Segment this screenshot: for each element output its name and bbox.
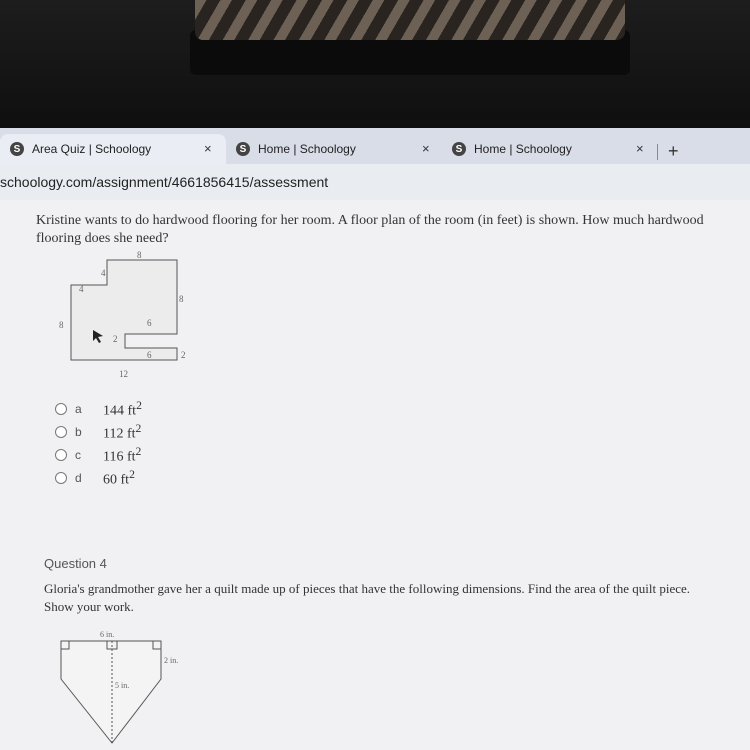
label-notch-left: 4: [79, 284, 84, 294]
option-c[interactable]: [55, 444, 141, 466]
question-4-line-1: Gloria's grandmother gave her a quilt made up of pieces that have the following dimensions. Find the area of the quilt piece.: [44, 581, 691, 596]
close-tab-icon[interactable]: ×: [636, 141, 644, 156]
quilt-piece-figure: [55, 625, 205, 750]
schoology-icon: S: [452, 142, 466, 156]
question-4-line-2: Show your work.: [44, 599, 134, 614]
label-inner-top: 6: [147, 318, 152, 328]
tab-area-quiz[interactable]: [0, 134, 226, 164]
close-tab-icon[interactable]: ×: [204, 141, 212, 156]
tab-strip: [0, 128, 750, 164]
option-d[interactable]: [55, 467, 135, 489]
option-a[interactable]: [55, 398, 142, 420]
option-value: 116 $ft^2$: [103, 444, 142, 465]
tab-separator: [657, 144, 658, 160]
label-inner-bottom: 6: [147, 350, 152, 360]
radio-a[interactable]: [55, 403, 67, 415]
label-top: 8: [137, 250, 142, 260]
label-inner-right: 2: [181, 350, 186, 360]
monitor-background: [0, 0, 750, 128]
label-right: 2 in.: [164, 656, 179, 665]
tab-home-1[interactable]: [236, 134, 446, 164]
radio-b[interactable]: [55, 426, 67, 438]
tab-title: Area Quiz | Schoology: [32, 142, 152, 156]
label-right: 8: [179, 294, 184, 304]
schoology-icon: S: [236, 142, 250, 156]
option-letter: c: [75, 448, 81, 462]
address-bar[interactable]: [0, 164, 750, 201]
label-top: 6 in.: [100, 630, 115, 639]
option-b[interactable]: [55, 421, 141, 443]
new-tab-button[interactable]: +: [668, 141, 679, 161]
assessment-content: [0, 200, 750, 750]
label-inner-left: 2: [113, 334, 118, 344]
question-3-line-1: Kristine wants to do hardwood flooring for her room. A floor plan of the room (in feet) is shown. How much hardwood: [36, 213, 704, 228]
option-letter: b: [75, 425, 82, 439]
schoology-icon: S: [10, 142, 24, 156]
tab-title: Home | Schoology: [474, 142, 572, 156]
tab-home-2[interactable]: [452, 134, 657, 164]
label-middle: 5 in.: [115, 681, 130, 690]
url-text[interactable]: schoology.com/assignment/4661856415/assessment: [0, 174, 329, 190]
option-value: 112 $ft^2$: [103, 421, 142, 442]
option-value: 144 $ft^2$: [103, 398, 142, 419]
decorative-object: [195, 0, 625, 40]
radio-d[interactable]: [55, 472, 67, 484]
question-4-heading: Question 4: [44, 556, 107, 571]
option-letter: d: [75, 471, 82, 485]
floor-plan-figure: [55, 250, 215, 390]
option-letter: a: [75, 402, 82, 416]
close-tab-icon[interactable]: ×: [422, 141, 430, 156]
browser-window: [0, 128, 750, 750]
quilt-shape: [61, 641, 161, 743]
floor-plan-shape: [71, 260, 177, 360]
option-value: 60 $ft^2$: [103, 467, 135, 488]
label-bottom: 12: [119, 369, 128, 379]
label-notch-top: 4: [101, 268, 106, 278]
question-3-line-2: flooring does she need?: [36, 231, 169, 246]
question-4-text: [44, 580, 690, 616]
label-left: 8: [59, 320, 64, 330]
question-3-text: [36, 212, 704, 248]
tab-title: Home | Schoology: [258, 142, 356, 156]
radio-c[interactable]: [55, 449, 67, 461]
